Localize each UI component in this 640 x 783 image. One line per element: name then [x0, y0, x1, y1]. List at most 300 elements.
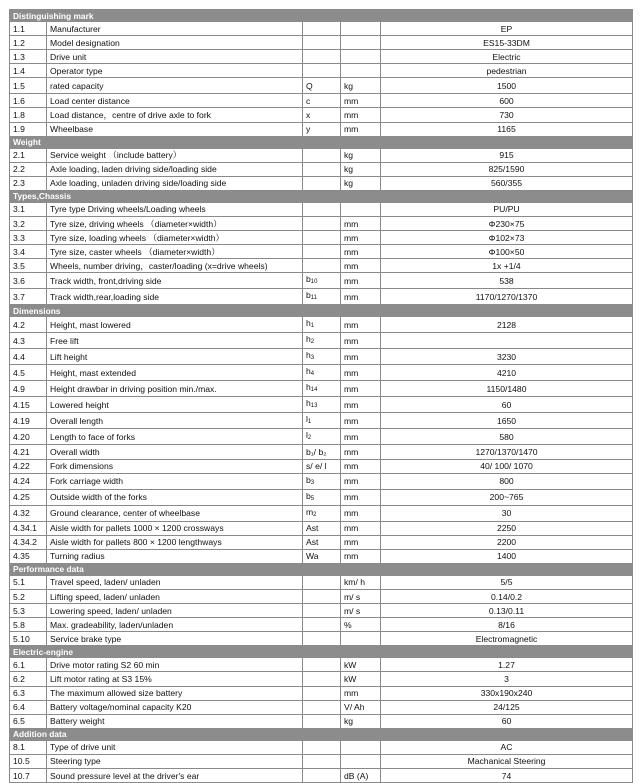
row-unit: dB (A)	[341, 769, 381, 783]
row-unit	[341, 64, 381, 78]
row-value: 74	[381, 769, 633, 783]
row-unit: mm	[341, 289, 381, 305]
row-label: Battery voltage/nominal capacity K20	[47, 700, 303, 714]
row-value: 560/355	[381, 176, 633, 190]
row-label: Ground clearance, center of wheelbase	[47, 505, 303, 521]
row-symbol	[303, 333, 341, 349]
symbol-text: y	[306, 124, 311, 135]
symbol-subscript: 10	[310, 279, 318, 286]
symbol-subscript: 2	[313, 511, 317, 518]
row-unit: %	[341, 618, 381, 632]
row-symbol	[303, 202, 341, 216]
row-value: EP	[381, 22, 633, 36]
spec-row	[10, 489, 633, 505]
row-unit: mm	[341, 94, 381, 108]
spec-row	[10, 413, 633, 429]
row-symbol	[303, 489, 341, 505]
row-number: 5.1	[10, 575, 47, 589]
row-symbol	[303, 231, 341, 245]
row-value: 2250	[381, 521, 633, 535]
row-label: Overall width	[47, 445, 303, 459]
row-symbol	[303, 413, 341, 429]
section-header	[10, 10, 633, 22]
row-number: 4.5	[10, 365, 47, 381]
row-value: 3	[381, 672, 633, 686]
row-value: pedestrian	[381, 64, 633, 78]
row-number: 4.19	[10, 413, 47, 429]
section-header	[10, 728, 633, 740]
row-label: Tyre size, caster wheels （diameter×width）	[47, 245, 303, 259]
row-label: Lift height	[47, 349, 303, 365]
row-unit: mm	[341, 429, 381, 445]
spec-row	[10, 700, 633, 714]
row-symbol	[303, 445, 341, 459]
spec-row	[10, 589, 633, 603]
section-title: Dimensions	[10, 305, 633, 317]
row-unit	[341, 50, 381, 64]
row-symbol	[303, 122, 341, 136]
symbol-text: s/ e/ l	[306, 461, 327, 472]
row-number: 2.1	[10, 148, 47, 162]
spec-row	[10, 618, 633, 632]
row-symbol	[303, 148, 341, 162]
spec-row	[10, 429, 633, 445]
row-label: Operator type	[47, 64, 303, 78]
row-unit: kg	[341, 78, 381, 94]
symbol-subscript: 3	[310, 355, 315, 362]
row-unit: m/ s	[341, 589, 381, 603]
row-symbol	[303, 604, 341, 618]
symbol-text: b	[306, 490, 311, 501]
row-symbol	[303, 349, 341, 365]
row-symbol	[303, 162, 341, 176]
row-unit: kW	[341, 672, 381, 686]
row-unit: V/ Ah	[341, 700, 381, 714]
row-symbol	[303, 632, 341, 646]
row-label: Aisle width for pallets 800 × 1200 lengthways	[47, 535, 303, 549]
row-value: Electric	[381, 50, 633, 64]
row-unit: mm	[341, 489, 381, 505]
spec-row	[10, 505, 633, 521]
row-unit: mm	[341, 397, 381, 413]
row-value: 60	[381, 397, 633, 413]
row-unit: km/ h	[341, 575, 381, 589]
row-symbol	[303, 64, 341, 78]
row-value: 1170/1270/1370	[381, 289, 633, 305]
section-header	[10, 136, 633, 148]
spec-row	[10, 217, 633, 231]
row-label: Battery weight	[47, 714, 303, 728]
row-symbol	[303, 549, 341, 563]
symbol-text: h	[306, 382, 311, 393]
row-number: 6.3	[10, 686, 47, 700]
row-label: Axle loading, laden driving side/loading side	[47, 162, 303, 176]
spec-row	[10, 245, 633, 259]
row-value: 40/ 100/ 1070	[381, 459, 633, 473]
row-number: 6.4	[10, 700, 47, 714]
row-value: 0.13/0.11	[381, 604, 633, 618]
spec-row	[10, 122, 633, 136]
row-label: Drive unit	[47, 50, 303, 64]
symbol-text: h	[306, 334, 311, 345]
row-label: Sound pressure level at the driver's ear	[47, 769, 303, 783]
row-label: Height, mast lowered	[47, 317, 303, 333]
row-number: 1.8	[10, 108, 47, 122]
row-label: Max. gradeability, laden/unladen	[47, 618, 303, 632]
row-label: Overall length	[47, 413, 303, 429]
row-label: Lifting speed, laden/ unladen	[47, 589, 303, 603]
row-unit: mm	[341, 535, 381, 549]
row-unit: mm	[341, 231, 381, 245]
row-value: ES15-33DM	[381, 36, 633, 50]
row-symbol	[303, 108, 341, 122]
row-label: Load distance，centre of drive axle to fork	[47, 108, 303, 122]
row-label: Fork carriage width	[47, 473, 303, 489]
row-number: 3.7	[10, 289, 47, 305]
row-symbol	[303, 618, 341, 632]
spec-row	[10, 714, 633, 728]
spec-row	[10, 202, 633, 216]
row-value: 538	[381, 273, 633, 289]
row-label: Lift motor rating at S3 15%	[47, 672, 303, 686]
row-unit: kg	[341, 714, 381, 728]
row-number: 5.2	[10, 589, 47, 603]
symbol-text: h	[306, 398, 311, 409]
spec-row	[10, 108, 633, 122]
row-value: 1500	[381, 78, 633, 94]
row-symbol	[303, 245, 341, 259]
row-symbol	[303, 78, 341, 94]
row-value: 1150/1480	[381, 381, 633, 397]
symbol-subscript: 4	[310, 371, 315, 378]
spec-row	[10, 365, 633, 381]
section-header	[10, 646, 633, 658]
row-label: Service weight （include battery）	[47, 148, 303, 162]
symbol-subscript: 13	[310, 403, 318, 410]
row-value: 580	[381, 429, 633, 445]
row-symbol	[303, 94, 341, 108]
symbol-subscript: 2	[310, 339, 315, 346]
spec-row	[10, 231, 633, 245]
row-symbol	[303, 754, 341, 768]
section-header	[10, 190, 633, 202]
spec-row	[10, 658, 633, 672]
spec-row	[10, 740, 633, 754]
row-number: 4.32	[10, 505, 47, 521]
section-title: Electric-engine	[10, 646, 633, 658]
spec-row	[10, 575, 633, 589]
row-label: Track width, front,driving side	[47, 273, 303, 289]
row-number: 4.35	[10, 549, 47, 563]
row-number: 5.8	[10, 618, 47, 632]
row-symbol	[303, 521, 341, 535]
row-value: 600	[381, 94, 633, 108]
row-label: Wheels, number driving，caster/loading (x=drive wheels)	[47, 259, 303, 273]
spec-row	[10, 632, 633, 646]
row-value: PU/PU	[381, 202, 633, 216]
row-symbol	[303, 217, 341, 231]
row-number: 4.25	[10, 489, 47, 505]
row-number: 3.3	[10, 231, 47, 245]
row-unit	[341, 740, 381, 754]
row-value: 1400	[381, 549, 633, 563]
spec-sheet	[9, 9, 632, 783]
row-label: Track width,rear,loading side	[47, 289, 303, 305]
symbol-subscript: 1	[307, 419, 312, 426]
row-value: 3230	[381, 349, 633, 365]
row-symbol	[303, 535, 341, 549]
spec-row	[10, 535, 633, 549]
row-value: AC	[381, 740, 633, 754]
row-symbol	[303, 769, 341, 783]
row-unit: mm	[341, 459, 381, 473]
row-value: 30	[381, 505, 633, 521]
row-symbol	[303, 575, 341, 589]
symbol-text: Ast	[306, 537, 319, 548]
spec-row	[10, 162, 633, 176]
spec-row	[10, 176, 633, 190]
row-value: 4210	[381, 365, 633, 381]
section-title: Weight	[10, 136, 633, 148]
row-unit	[341, 754, 381, 768]
row-number: 3.6	[10, 273, 47, 289]
row-label: Outside width of the forks	[47, 489, 303, 505]
row-value: 1165	[381, 122, 633, 136]
spec-row	[10, 349, 633, 365]
row-label: rated capacity	[47, 78, 303, 94]
spec-row	[10, 381, 633, 397]
row-value: 915	[381, 148, 633, 162]
row-unit: kg	[341, 176, 381, 190]
row-symbol	[303, 740, 341, 754]
row-label: Tyre size, loading wheels （diameter×width）	[47, 231, 303, 245]
row-unit: m/ s	[341, 604, 381, 618]
row-label: Tyre size, driving wheels （diameter×width）	[47, 217, 303, 231]
row-symbol	[303, 672, 341, 686]
row-number: 4.21	[10, 445, 47, 459]
row-symbol	[303, 273, 341, 289]
spec-row	[10, 50, 633, 64]
row-number: 8.1	[10, 740, 47, 754]
symbol-text: b₁/ b₂	[306, 446, 327, 457]
row-unit: mm	[341, 273, 381, 289]
symbol-text: b	[306, 290, 311, 301]
row-value: 1x +1/4	[381, 259, 633, 273]
section-title: Performance data	[10, 563, 633, 575]
row-number: 4.34.2	[10, 535, 47, 549]
row-number: 3.2	[10, 217, 47, 231]
row-number: 4.22	[10, 459, 47, 473]
row-unit: mm	[341, 473, 381, 489]
symbol-text: h	[306, 350, 311, 361]
symbol-text: h	[306, 318, 311, 329]
spec-row	[10, 686, 633, 700]
row-value: 1.27	[381, 658, 633, 672]
row-value	[381, 333, 633, 349]
row-symbol	[303, 658, 341, 672]
spec-table-body	[10, 10, 633, 783]
row-label: Length to face of forks	[47, 429, 303, 445]
section-header	[10, 305, 633, 317]
row-value: 1650	[381, 413, 633, 429]
row-value: 2200	[381, 535, 633, 549]
spec-row	[10, 672, 633, 686]
row-unit: mm	[341, 549, 381, 563]
row-label: Service brake type	[47, 632, 303, 646]
row-label: Model designation	[47, 36, 303, 50]
row-symbol	[303, 259, 341, 273]
row-label: Wheelbase	[47, 122, 303, 136]
row-unit: mm	[341, 259, 381, 273]
row-label: Turning radius	[47, 549, 303, 563]
row-symbol	[303, 686, 341, 700]
spec-row	[10, 64, 633, 78]
spec-row	[10, 445, 633, 459]
row-label: Free lift	[47, 333, 303, 349]
row-number: 6.2	[10, 672, 47, 686]
row-number: 6.1	[10, 658, 47, 672]
row-unit: mm	[341, 349, 381, 365]
row-label: Height, mast extended	[47, 365, 303, 381]
row-label: Tyre type Driving wheels/Loading wheels	[47, 202, 303, 216]
row-label: Lowered height	[47, 397, 303, 413]
symbol-text: b	[306, 474, 311, 485]
row-value: 2128	[381, 317, 633, 333]
row-unit: mm	[341, 413, 381, 429]
row-number: 4.3	[10, 333, 47, 349]
row-label: Axle loading, unladen driving side/loading side	[47, 176, 303, 190]
section-header	[10, 563, 633, 575]
spec-row	[10, 333, 633, 349]
row-label: Fork dimensions	[47, 459, 303, 473]
spec-row	[10, 94, 633, 108]
spec-row	[10, 473, 633, 489]
row-unit: mm	[341, 445, 381, 459]
row-label: Steering type	[47, 754, 303, 768]
row-number: 4.2	[10, 317, 47, 333]
row-label: Height drawbar in driving position min./max.	[47, 381, 303, 397]
row-symbol	[303, 429, 341, 445]
symbol-subscript: 5	[310, 495, 315, 502]
row-number: 10.7	[10, 769, 47, 783]
row-number: 4.4	[10, 349, 47, 365]
spec-row	[10, 273, 633, 289]
row-symbol	[303, 176, 341, 190]
spec-row	[10, 22, 633, 36]
row-symbol	[303, 365, 341, 381]
row-unit: mm	[341, 381, 381, 397]
row-value: 800	[381, 473, 633, 489]
row-number: 3.4	[10, 245, 47, 259]
symbol-subscript: 3	[310, 479, 315, 486]
symbol-text: Wa	[306, 551, 319, 562]
spec-row	[10, 549, 633, 563]
spec-row	[10, 754, 633, 768]
row-label: Aisle width for pallets 1000 × 1200 crossways	[47, 521, 303, 535]
row-unit: mm	[341, 365, 381, 381]
row-label: Manufacturer	[47, 22, 303, 36]
row-number: 1.6	[10, 94, 47, 108]
row-value: 0.14/0.2	[381, 589, 633, 603]
row-label: The maximum allowed size battery	[47, 686, 303, 700]
row-number: 2.2	[10, 162, 47, 176]
row-unit: mm	[341, 333, 381, 349]
spec-row	[10, 769, 633, 783]
row-unit: mm	[341, 122, 381, 136]
section-title: Distinguishing mark	[10, 10, 633, 22]
row-symbol	[303, 317, 341, 333]
symbol-text: Ast	[306, 523, 319, 534]
row-symbol	[303, 381, 341, 397]
row-value: 330x190x240	[381, 686, 633, 700]
row-symbol	[303, 397, 341, 413]
spec-row	[10, 78, 633, 94]
row-label: Travel speed, laden/ unladen	[47, 575, 303, 589]
spec-row	[10, 604, 633, 618]
row-value: 1270/1370/1470	[381, 445, 633, 459]
row-number: 1.1	[10, 22, 47, 36]
row-value: 730	[381, 108, 633, 122]
row-number: 1.5	[10, 78, 47, 94]
row-number: 1.3	[10, 50, 47, 64]
spec-table	[9, 9, 633, 783]
row-value: 5/5	[381, 575, 633, 589]
symbol-text: c	[306, 95, 311, 106]
row-number: 4.9	[10, 381, 47, 397]
row-number: 2.3	[10, 176, 47, 190]
row-symbol	[303, 36, 341, 50]
row-unit	[341, 36, 381, 50]
row-unit	[341, 22, 381, 36]
symbol-subscript: 11	[310, 295, 318, 302]
row-symbol	[303, 714, 341, 728]
row-number: 6.5	[10, 714, 47, 728]
row-unit: mm	[341, 217, 381, 231]
symbol-text: b	[306, 274, 311, 285]
symbol-text: m	[306, 506, 314, 517]
row-number: 4.34.1	[10, 521, 47, 535]
row-unit: mm	[341, 317, 381, 333]
spec-row	[10, 459, 633, 473]
spec-row	[10, 259, 633, 273]
row-value: Φ230×75	[381, 217, 633, 231]
spec-row	[10, 397, 633, 413]
symbol-text: x	[306, 110, 311, 121]
row-label: Load center distance	[47, 94, 303, 108]
row-value: Machanical Steering	[381, 754, 633, 768]
section-title: Types,Chassis	[10, 190, 633, 202]
spec-row	[10, 36, 633, 50]
row-number: 4.20	[10, 429, 47, 445]
row-unit: mm	[341, 505, 381, 521]
row-symbol	[303, 459, 341, 473]
row-unit: kg	[341, 162, 381, 176]
spec-row	[10, 148, 633, 162]
row-value: Φ100×50	[381, 245, 633, 259]
symbol-subscript: 1	[310, 323, 315, 330]
symbol-text: Q	[306, 80, 313, 91]
row-symbol	[303, 505, 341, 521]
spec-row	[10, 289, 633, 305]
row-unit	[341, 632, 381, 646]
row-label: Type of drive unit	[47, 740, 303, 754]
symbol-text: l	[306, 414, 308, 425]
row-symbol	[303, 289, 341, 305]
row-symbol	[303, 589, 341, 603]
symbol-text: h	[306, 366, 311, 377]
spec-row	[10, 317, 633, 333]
row-number: 1.9	[10, 122, 47, 136]
